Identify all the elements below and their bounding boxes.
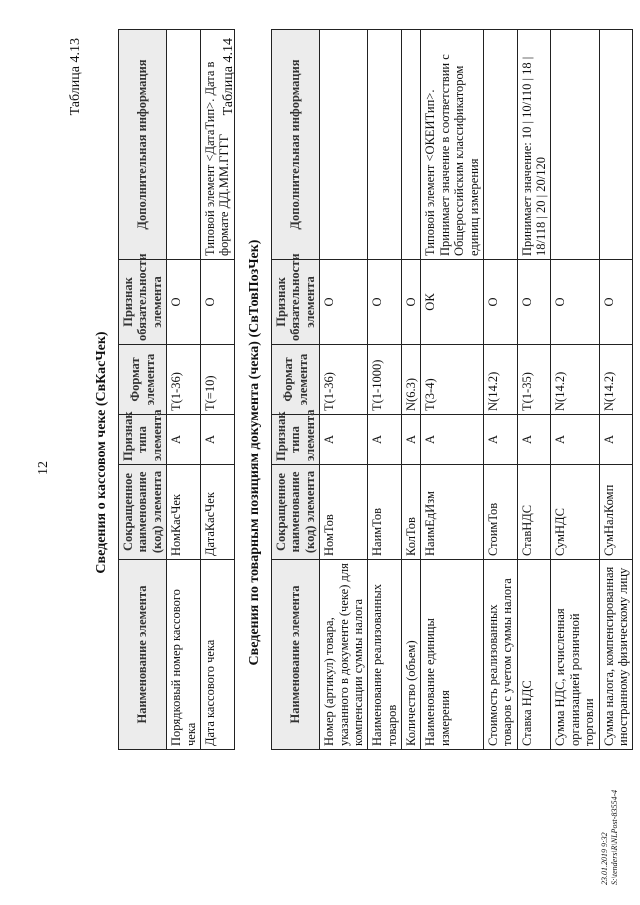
element-code-cell: НомКасЧек	[167, 465, 201, 560]
element-name-cell: Сумма налога, компенсированная иностранному физическому лицу	[599, 560, 633, 750]
element-name-cell: Количество (объем)	[402, 560, 421, 750]
header-cell: Дополнительная информация	[272, 30, 320, 260]
header-cell: Наименование элемента	[119, 560, 167, 750]
element-code-cell: ДатаКасЧек	[200, 465, 234, 560]
table-row	[200, 30, 234, 750]
element-required-cell: О	[402, 260, 421, 345]
header-cell: Сокращенное наименование (код) элемента	[272, 465, 320, 560]
element-type-cell: А	[483, 415, 517, 465]
element-name-cell: Наименование реализованных товаров	[368, 560, 402, 750]
table-row	[517, 30, 551, 750]
element-name-cell: Наименование единицы измерения	[421, 560, 484, 750]
header-cell: Наименование элемента	[272, 560, 320, 750]
element-format-cell: T(1-1000)	[368, 345, 402, 415]
element-required-cell: О	[517, 260, 551, 345]
footer-stamp	[600, 790, 619, 885]
element-name-cell: Стоимость реализованных товаров с учетом суммы налога	[483, 560, 517, 750]
element-name-cell: Номер (артикул) товара, указанного в документе (чеке) для компенсации суммы налога	[320, 560, 368, 750]
element-format-cell: N(14.2)	[551, 345, 599, 415]
table-header-row	[119, 30, 167, 750]
element-type-cell: А	[551, 415, 599, 465]
footer-line: 23.01.2019 9:32	[600, 832, 609, 885]
element-type-cell: А	[421, 415, 484, 465]
element-info-cell	[551, 30, 599, 260]
element-format-cell: T(3-4)	[421, 345, 484, 415]
element-info-cell	[368, 30, 402, 260]
element-info-cell	[483, 30, 517, 260]
element-code-cell: СумНДС	[551, 465, 599, 560]
table-row	[320, 30, 368, 750]
table-row	[599, 30, 633, 750]
element-type-cell: А	[599, 415, 633, 465]
header-cell: Признак типа элемента	[119, 415, 167, 465]
header-cell: Формат элемента	[272, 345, 320, 415]
header-cell: Признак обязательности элемента	[119, 260, 167, 345]
header-cell: Признак типа элемента	[272, 415, 320, 465]
element-required-cell: О	[200, 260, 234, 345]
element-required-cell: О	[599, 260, 633, 345]
element-required-cell: О	[483, 260, 517, 345]
element-info-cell: Типовой элемент <ДатаТип>. Дата в формате ДД.ММ.ГГГГ	[200, 30, 234, 260]
element-code-cell: КолТов	[402, 465, 421, 560]
table-row	[167, 30, 201, 750]
table-4-13-label: Таблица 4.13	[68, 38, 83, 116]
table-row	[402, 30, 421, 750]
element-required-cell: О	[320, 260, 368, 345]
element-format-cell: T(1-36)	[320, 345, 368, 415]
element-format-cell: T(1-35)	[517, 345, 551, 415]
table-4-14-title: Сведения по товарным позициям документа (чека) (СвТовПозЧек)	[247, 239, 262, 666]
table-row	[368, 30, 402, 750]
element-info-cell: Принимает значение: 10 | 10/110 | 18 | 18/118 | 20 | 20/120	[517, 30, 551, 260]
table-header-row	[272, 30, 320, 750]
element-name-cell: Дата кассового чека	[200, 560, 234, 750]
element-type-cell: А	[320, 415, 368, 465]
element-code-cell: СтоимТов	[483, 465, 517, 560]
element-type-cell: А	[402, 415, 421, 465]
page-number: 12	[36, 461, 51, 475]
element-info-cell	[320, 30, 368, 260]
element-required-cell: О	[551, 260, 599, 345]
element-required-cell: ОК	[421, 260, 484, 345]
table-4-14-label: Таблица 4.14	[221, 38, 236, 116]
table-row	[551, 30, 599, 750]
footer-line: S:\tenders\R\NLPost-83554-4	[609, 789, 619, 885]
element-format-cell: N(14.2)	[599, 345, 633, 415]
header-cell: Дополнительная информация	[119, 30, 167, 260]
element-info-cell	[599, 30, 633, 260]
element-code-cell: НаимТов	[368, 465, 402, 560]
table-4-13	[118, 29, 235, 750]
element-info-cell	[402, 30, 421, 260]
element-code-cell: СтавНДС	[517, 465, 551, 560]
element-name-cell: Порядковый номер кассового чека	[167, 560, 201, 750]
element-info-cell: Типовой элемент <ОКЕИТип>. Принимает значение в соответствии с Общероссийским классификатором единиц измерения	[421, 30, 484, 260]
table-4-13-title: Сведения о кассовом чеке (СвКасЧек)	[94, 331, 109, 574]
element-format-cell: N(14.2)	[483, 345, 517, 415]
element-required-cell: О	[368, 260, 402, 345]
element-format-cell: T(=10)	[200, 345, 234, 415]
element-code-cell: НаимЕдИзм	[421, 465, 484, 560]
element-code-cell: СумНалКомп	[599, 465, 633, 560]
element-name-cell: Ставка НДС	[517, 560, 551, 750]
element-format-cell: T(1-36)	[167, 345, 201, 415]
header-cell: Признак обязательности элемента	[272, 260, 320, 345]
element-name-cell: Сумма НДС, исчисленная организацией розничной торговли	[551, 560, 599, 750]
element-type-cell: А	[200, 415, 234, 465]
element-info-cell	[167, 30, 201, 260]
element-type-cell: А	[167, 415, 201, 465]
element-type-cell: А	[368, 415, 402, 465]
table-row	[483, 30, 517, 750]
element-format-cell: N(6.3)	[402, 345, 421, 415]
element-required-cell: О	[167, 260, 201, 345]
header-cell: Сокращенное наименование (код) элемента	[119, 465, 167, 560]
element-code-cell: НомТов	[320, 465, 368, 560]
table-row	[421, 30, 484, 750]
element-type-cell: А	[517, 415, 551, 465]
header-cell: Формат элемента	[119, 345, 167, 415]
table-4-14	[271, 29, 633, 750]
